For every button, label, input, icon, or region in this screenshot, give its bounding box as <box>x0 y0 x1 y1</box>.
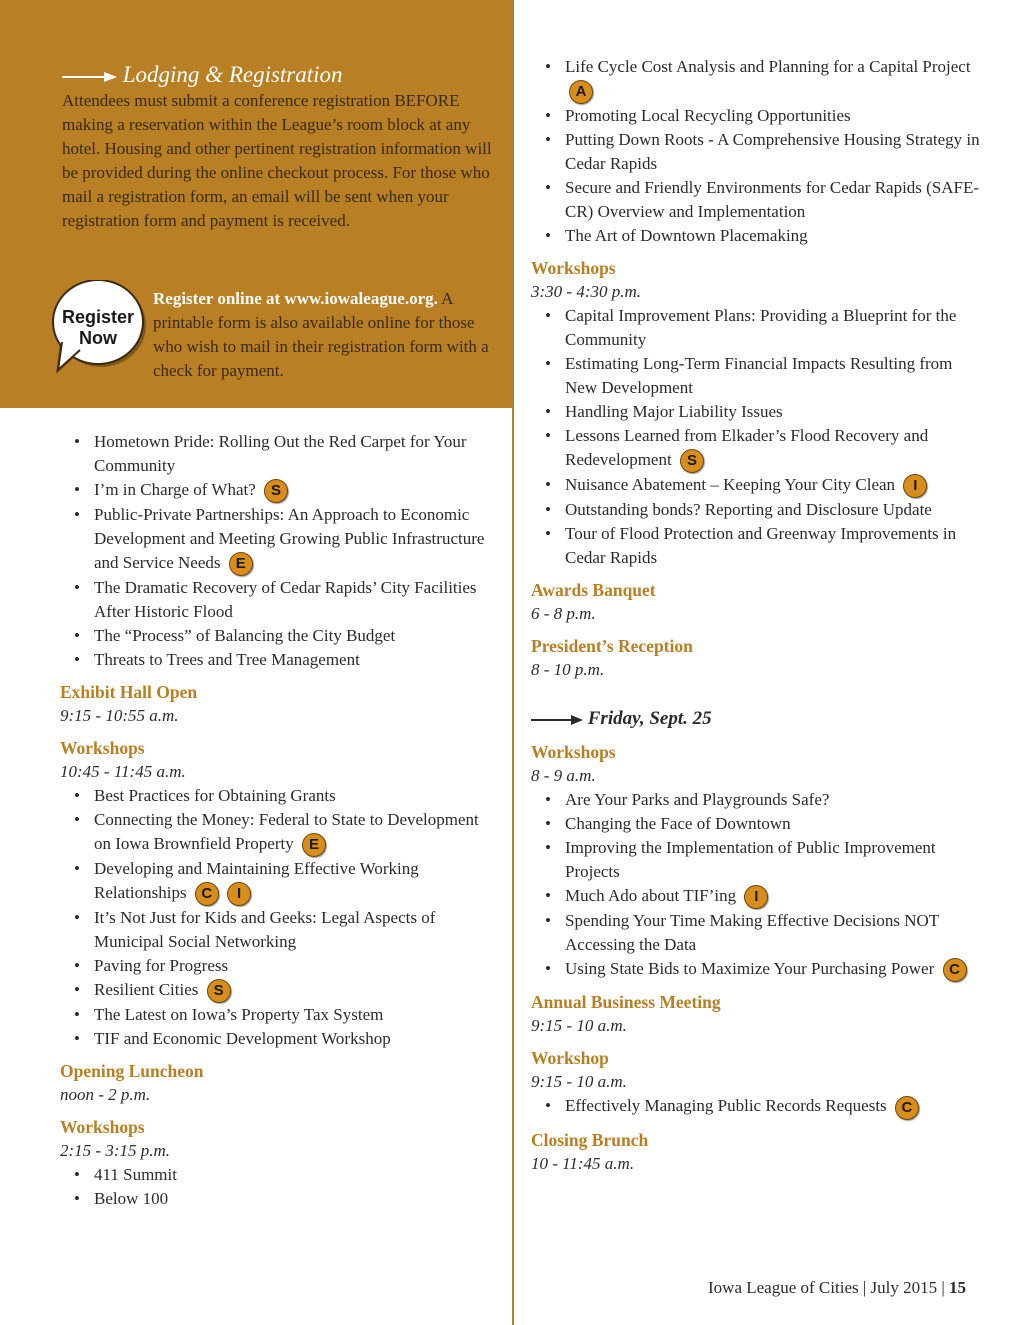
section-time: 10 - 11:45 a.m. <box>531 1153 635 1173</box>
list-item <box>94 430 500 478</box>
section-title: Workshops <box>60 738 145 759</box>
register-link-text[interactable]: Register online at www.iowaleague.org. <box>153 289 438 308</box>
list-item-text: Changing the Face of Downtown <box>565 814 791 834</box>
section-time: noon - 2 p.m. <box>60 1085 151 1105</box>
list-item <box>565 909 981 957</box>
section-time: 9:15 - 10 a.m. <box>531 1016 627 1036</box>
list-item-text: Nuisance Abatement – Keeping Your City Clean <box>565 475 896 495</box>
list-item-text: Handling Major Liability Issues <box>565 402 783 422</box>
list-item <box>565 473 981 498</box>
list-item-text: Estimating Long-Term Financial Impacts Resulting from New Development <box>565 354 953 398</box>
session-list <box>60 784 500 1051</box>
list-item-text: Tour of Flood Protection and Greenway Improvements in Cedar Rapids <box>565 524 957 568</box>
list-item <box>565 400 981 424</box>
list-item <box>94 1003 500 1027</box>
left-column <box>60 430 500 1211</box>
section-title: Awards Banquet <box>531 580 656 601</box>
list-item-text: Paving for Progress <box>94 956 229 976</box>
section-time: 8 - 10 p.m. <box>531 660 605 680</box>
category-badge: S <box>264 479 288 503</box>
list-item <box>565 352 981 400</box>
list-item <box>565 957 981 982</box>
list-item-text: The “Process” of Balancing the City Budget <box>94 626 396 646</box>
section-time: 3:30 - 4:30 p.m. <box>531 282 642 302</box>
section-title: Workshops <box>60 1117 145 1138</box>
list-item-text: Are Your Parks and Playgrounds Safe? <box>565 790 830 810</box>
section-title: Workshop <box>531 1048 609 1069</box>
list-item <box>565 224 981 248</box>
list-item-text: Outstanding bonds? Reporting and Disclosure Update <box>565 500 932 520</box>
list-item <box>94 1187 500 1211</box>
lodging-heading <box>62 62 343 88</box>
list-item <box>565 424 981 473</box>
day-heading <box>531 706 981 732</box>
section-time: 9:15 - 10 a.m. <box>531 1072 627 1092</box>
list-item <box>94 808 500 857</box>
category-badge: S <box>207 979 231 1003</box>
column-divider <box>512 0 514 1325</box>
list-item-text: Best Practices for Obtaining Grants <box>94 786 336 806</box>
session-list <box>60 430 500 672</box>
list-item-text: Life Cycle Cost Analysis and Planning for a Capital Project <box>565 57 971 76</box>
register-now-bubble[interactable] <box>50 307 146 349</box>
list-item <box>94 784 500 808</box>
section-time: 8 - 9 a.m. <box>531 766 596 786</box>
lodging-text: Attendees must submit a conference registration BEFORE making a reservation within the League’s room block at any hotel. Housing and other pertinent registration information will be provided during the online checkout process. For those who mail a registration form, an email will be sent when your registration form and payment is received. <box>62 91 492 230</box>
section-time: 10:45 - 11:45 a.m. <box>60 762 186 782</box>
list-item-text: The Latest on Iowa’s Property Tax System <box>94 1005 384 1025</box>
category-badge: I <box>903 474 927 498</box>
arrow-right-icon <box>62 71 117 83</box>
list-item <box>565 788 981 812</box>
list-item-text: Much Ado about TIF’ing <box>565 886 737 906</box>
list-item-text: Putting Down Roots - A Comprehensive Housing Strategy in Cedar Rapids <box>565 130 980 174</box>
section-title: Opening Luncheon <box>60 1061 204 1082</box>
category-badge: C <box>895 1096 919 1120</box>
list-item-text: TIF and Economic Development Workshop <box>94 1029 391 1049</box>
list-item-text: 411 Summit <box>94 1165 177 1185</box>
page-footer <box>708 1278 966 1298</box>
list-item-text: Developing and Maintaining Effective Working Relationships <box>94 859 419 903</box>
list-item-text: Capital Improvement Plans: Providing a Blueprint for the Community <box>565 306 957 350</box>
list-item-text: Using State Bids to Maximize Your Purchasing Power <box>565 959 935 979</box>
session-list <box>531 788 981 982</box>
list-item-text: Resilient Cities <box>94 980 199 1000</box>
list-item <box>565 304 981 352</box>
session-list <box>60 1163 500 1211</box>
category-badge: E <box>302 833 326 857</box>
category-badge: I <box>227 882 251 906</box>
section-title: Exhibit Hall Open <box>60 682 198 703</box>
list-item-text: Threats to Trees and Tree Management <box>94 650 360 670</box>
list-item <box>94 576 500 624</box>
list-item-text: Promoting Local Recycling Opportunities <box>565 106 851 126</box>
section-time: 6 - 8 p.m. <box>531 604 596 624</box>
list-item <box>565 836 981 884</box>
list-item-text: Improving the Implementation of Public Improvement Projects <box>565 838 936 882</box>
list-item-text: Below 100 <box>94 1189 169 1209</box>
right-column <box>531 55 981 1176</box>
category-badge: C <box>195 882 219 906</box>
list-item <box>565 498 981 522</box>
list-item-text: Secure and Friendly Environments for Cedar Rapids (SAFE-CR) Overview and Implementation <box>565 178 980 222</box>
section-time: 9:15 - 10:55 a.m. <box>60 706 179 726</box>
session-list <box>531 304 981 570</box>
category-badge: I <box>744 885 768 909</box>
category-badge: E <box>229 552 253 576</box>
list-item-text: Public-Private Partnerships: An Approach to Economic Development and Meeting Growing Public Infrastructure and Service Needs <box>94 505 485 573</box>
category-badge: S <box>680 449 704 473</box>
list-item-text: I’m in Charge of What? <box>94 480 256 499</box>
publication-label: Iowa League of Cities | July 2015 | <box>708 1278 949 1297</box>
list-item <box>565 104 981 128</box>
list-item <box>94 857 500 906</box>
list-item-text: It’s Not Just for Kids and Geeks: Legal Aspects of Municipal Social Networking <box>94 908 436 952</box>
list-item <box>94 906 500 954</box>
list-item-text: Connecting the Money: Federal to State to Development on Iowa Brownfield Property <box>94 810 479 854</box>
list-item <box>565 176 981 224</box>
list-item <box>94 954 500 978</box>
list-item-text: Hometown Pride: Rolling Out the Red Carpet for Your Community <box>94 432 467 475</box>
list-item <box>565 884 981 909</box>
register-info <box>153 287 498 383</box>
section-title: Closing Brunch <box>531 1129 649 1150</box>
category-badge: C <box>943 958 967 982</box>
section-time: 2:15 - 3:15 p.m. <box>60 1141 171 1161</box>
section-title: Workshops <box>531 258 616 279</box>
bubble-line-1: Register <box>61 307 135 327</box>
register-text: A printable form is also available online for those who wish to mail in their registration form with a check for payment. <box>153 289 489 380</box>
list-item <box>94 1163 500 1187</box>
list-item <box>94 978 500 1003</box>
list-item-text: Effectively Managing Public Records Requests <box>565 1096 887 1116</box>
bubble-line-2: Now <box>79 328 117 348</box>
list-item-text: The Art of Downtown Placemaking <box>565 226 808 246</box>
category-badge: A <box>569 80 593 104</box>
section-title: Annual Business Meeting <box>531 992 721 1013</box>
day-title: Friday, Sept. 25 <box>587 708 712 730</box>
list-item-text: Spending Your Time Making Effective Decisions NOT Accessing the Data <box>565 911 939 955</box>
page-number: 15 <box>949 1278 966 1297</box>
section-title: President’s Reception <box>531 636 693 657</box>
lodging-title: Lodging & Registration <box>122 62 343 87</box>
list-item <box>565 522 981 570</box>
list-item <box>565 812 981 836</box>
session-list <box>531 1094 981 1119</box>
list-item <box>94 503 500 576</box>
list-item <box>94 1027 500 1051</box>
section-title: Workshops <box>531 742 616 763</box>
arrow-right-icon <box>531 714 583 726</box>
list-item <box>565 55 981 104</box>
session-list <box>531 55 981 248</box>
list-item <box>94 624 500 648</box>
list-item-text: The Dramatic Recovery of Cedar Rapids’ City Facilities After Historic Flood <box>94 578 477 622</box>
list-item <box>94 648 500 672</box>
list-item <box>565 128 981 176</box>
list-item <box>94 478 500 503</box>
list-item <box>565 1094 981 1119</box>
list-item-text: Lessons Learned from Elkader’s Flood Recovery and Redevelopment <box>565 426 929 470</box>
